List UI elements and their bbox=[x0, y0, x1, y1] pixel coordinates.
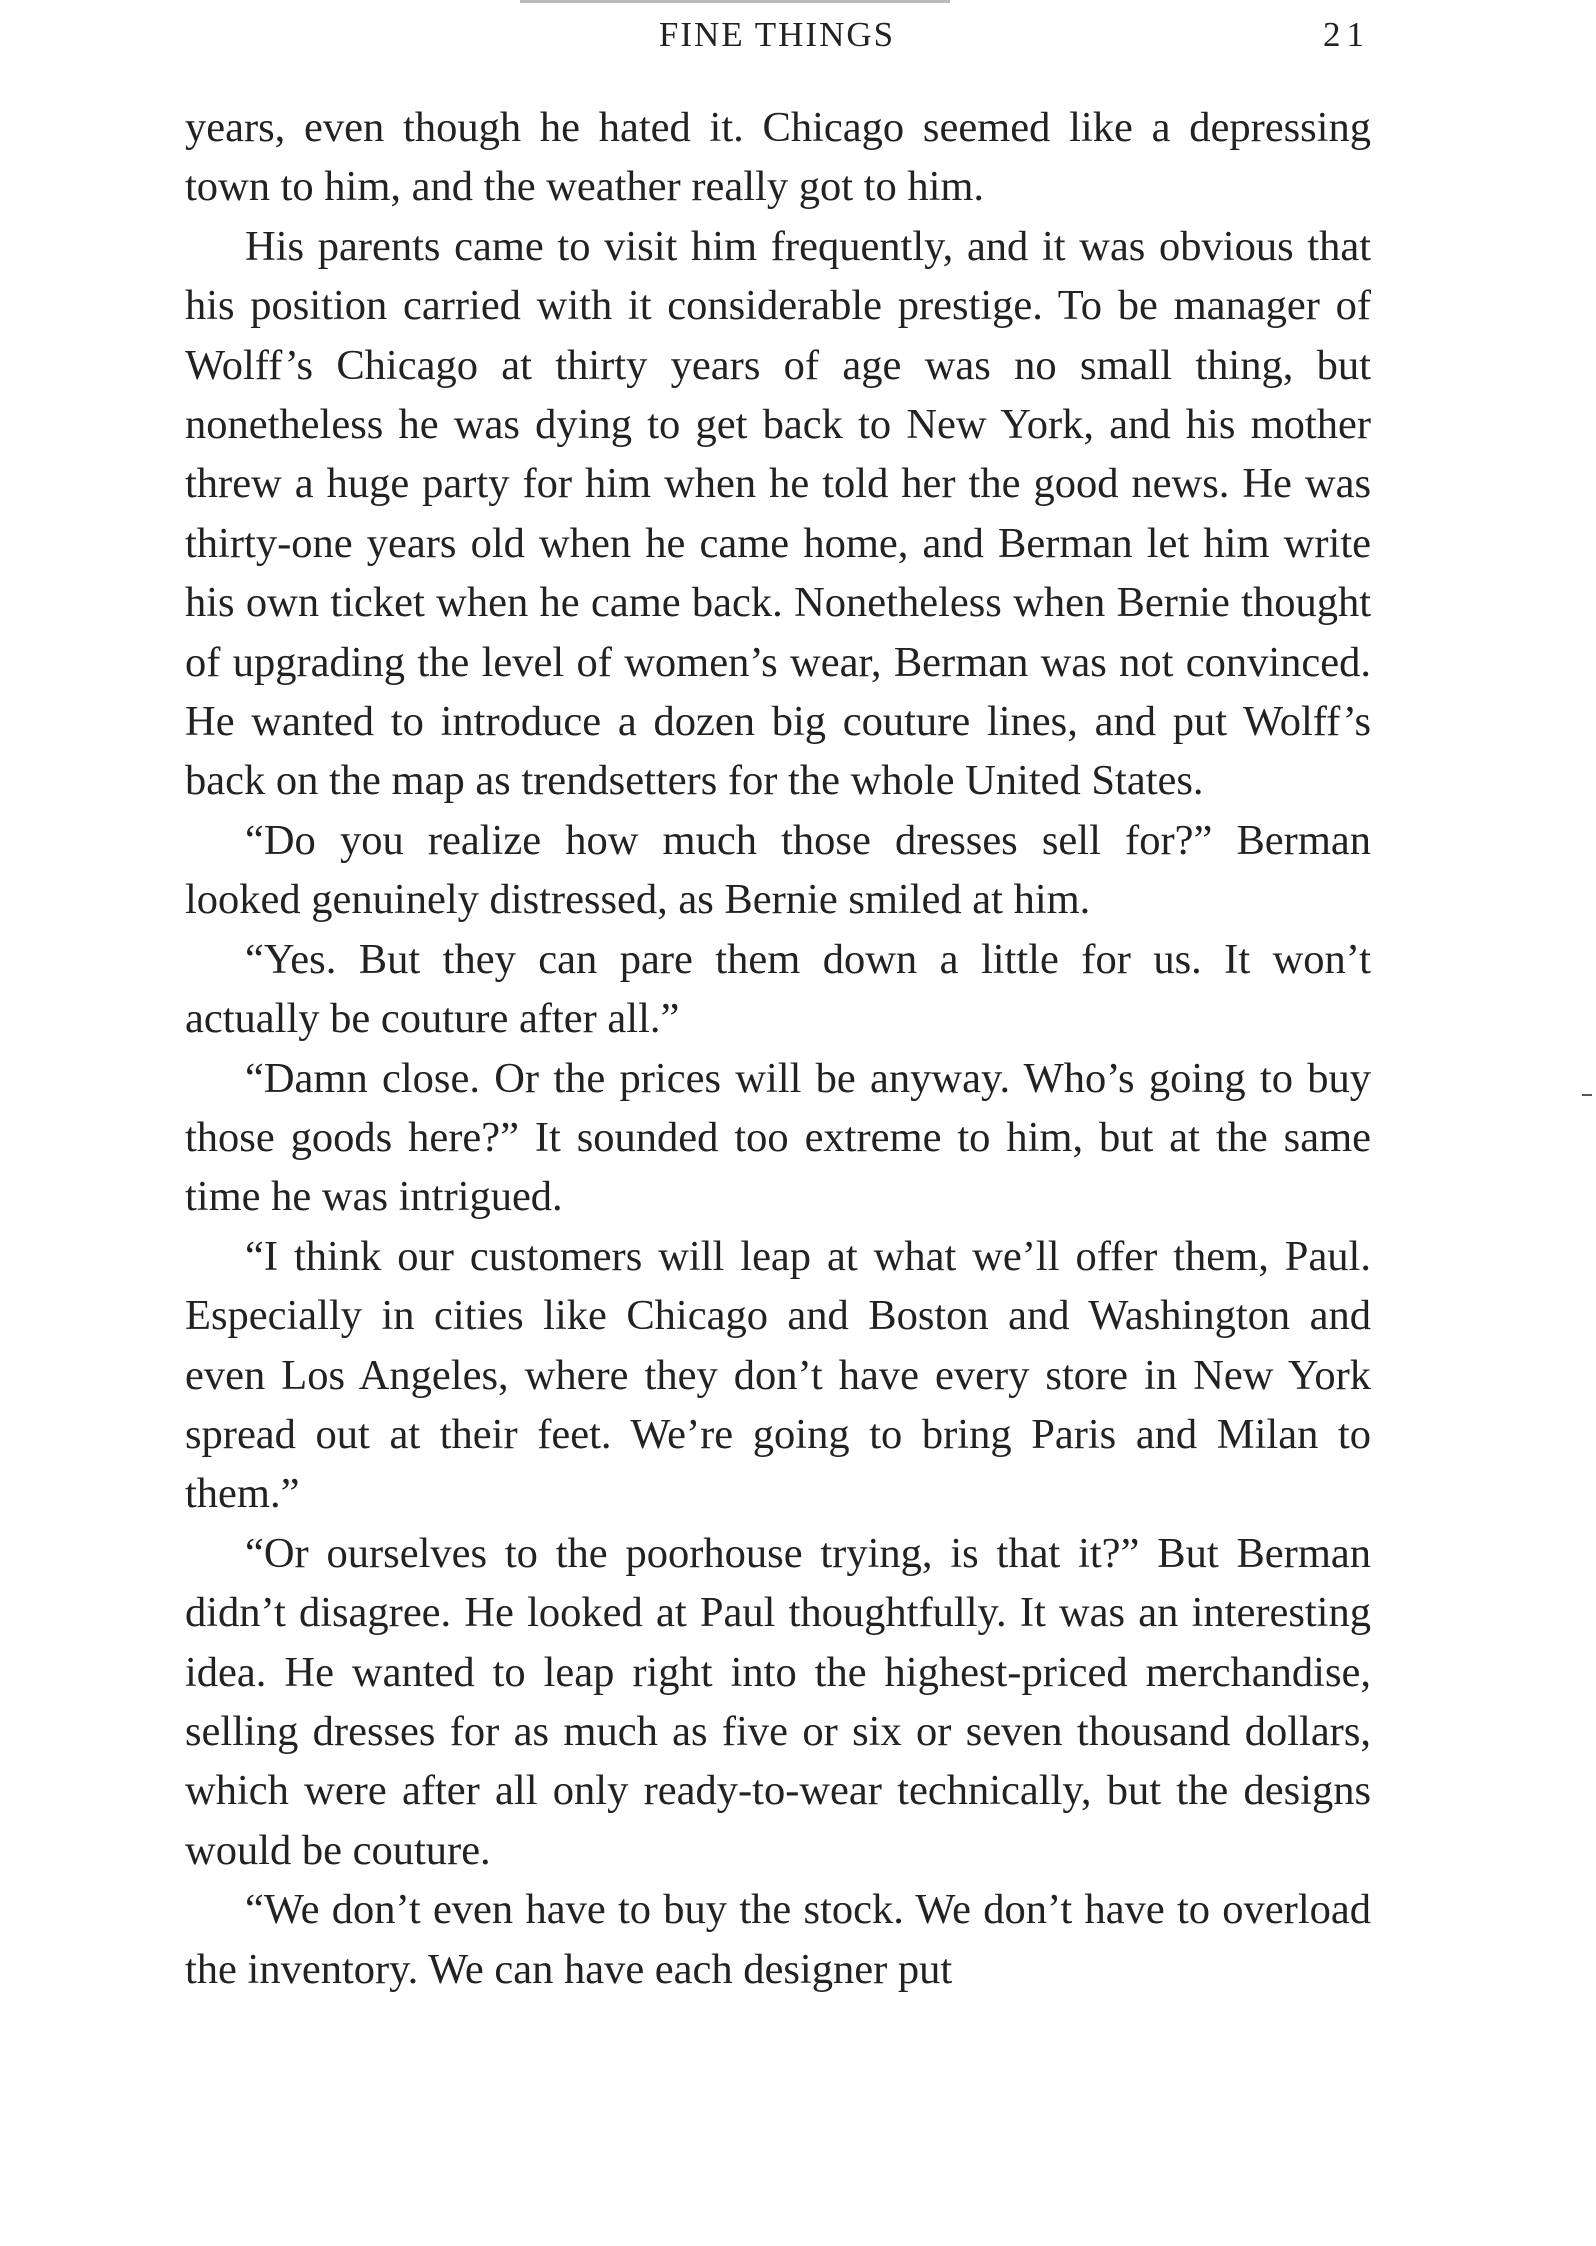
running-head bbox=[0, 10, 1596, 60]
paragraph: “I think our customers will leap at what we’ll offer them, Paul. Especially in cities like Chicago and Boston and Washington and even Los Angeles, where they don’t have every store in New York spread out at their feet. We’re going to bring Paris and Milan to them.” bbox=[185, 1232, 1371, 1518]
body-text bbox=[185, 98, 1371, 1999]
paragraph: years, even though he hated it. Chicago seemed like a depressing town to him, and the weather really got to him. bbox=[185, 104, 1371, 211]
paragraph: “Or ourselves to the poorhouse trying, is that it?” But Berman didn’t disagree. He looked at Paul thoughtfully. It was an interesting idea. He wanted to leap right into the highest-priced merchandise, selling dresses for as much as five or six or seven thousand dollars, which were after all only ready-to-wear technically, but the designs would be couture. bbox=[185, 1529, 1371, 1874]
running-title: FINE THINGS bbox=[658, 15, 896, 54]
page-number: 21 bbox=[1323, 15, 1370, 54]
top-edge-mark bbox=[520, 0, 950, 3]
margin-tick-mark bbox=[1582, 1094, 1592, 1096]
paragraph: “Do you realize how much those dresses sell for?” Berman looked genuinely distressed, as Bernie smiled at him. bbox=[185, 816, 1371, 924]
paragraph: “Damn close. Or the prices will be anyway. Who’s going to buy those goods here?” It sounded too extreme to him, but at the same time he was intrigued. bbox=[185, 1054, 1371, 1221]
paragraph: “We don’t even have to buy the stock. We don’t have to overload the inventory. We can have each designer put bbox=[185, 1886, 1371, 1993]
paragraph: “Yes. But they can pare them down a little for us. It won’t actually be couture after all.” bbox=[185, 935, 1371, 1043]
paragraph: His parents came to visit him frequently, and it was obvious that his position carried with it considerable prestige. To be manager of Wolff’s Chicago at thirty years of age was no small thing, but nonetheless he was dying to get back to New York, and his mother threw a huge party for him when he told her the good news. He was thirty-one years old when he came home, and Berman let him write his own ticket when he came back. Nonetheless when Bernie thought of upgrading the level of women’s wear, Berman was not convinced. He wanted to introduce a dozen big couture lines, and put Wolff’s back on the map as trendsetters for the whole United States. bbox=[185, 222, 1371, 805]
